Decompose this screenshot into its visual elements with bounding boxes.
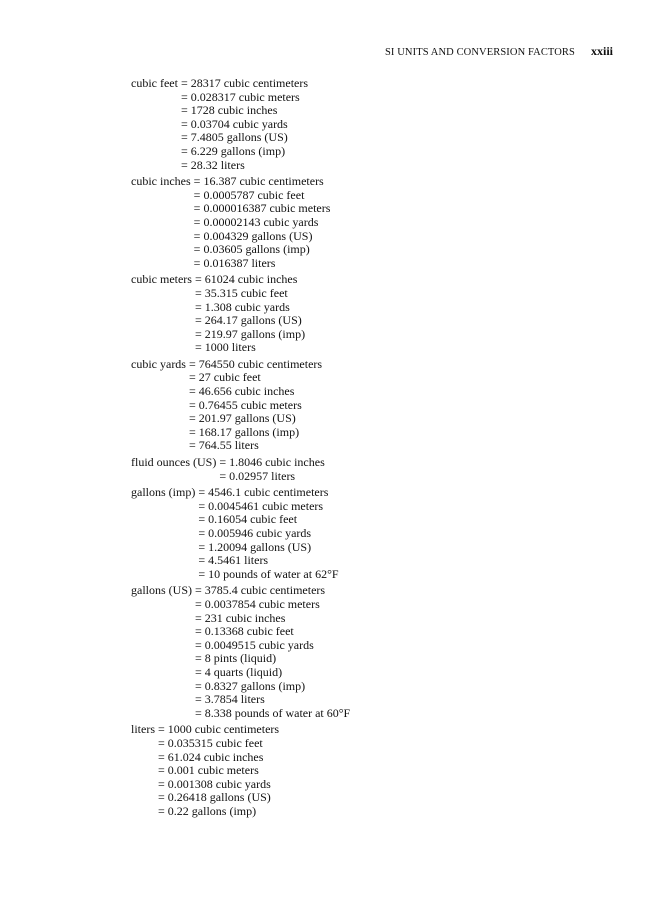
conversion-line: = 0.001308 cubic yards [158,776,271,791]
conversion-value: 28.32 liters [190,157,245,172]
conversion-value: 264.17 gallons (US) [204,313,302,328]
conversion-value: 4.5461 liters [208,553,269,568]
unit-heading-line: cubic inches = 16.387 cubic centimeters [131,174,324,189]
conversion-value: 0.0045461 cubic meters [208,498,324,513]
conversion-value: 28317 cubic centimeters [190,76,309,90]
page-header [385,44,613,59]
conversion-line: = 0.16054 cubic feet [198,512,298,527]
unit-name: cubic feet [131,76,178,90]
conversion-line: = 8.338 pounds of water at 60°F [195,705,351,720]
conversion-value: 0.005946 cubic yards [208,526,312,540]
conversion-value: 1.20094 gallons (US) [208,539,312,554]
unit-heading-line: cubic feet = 28317 cubic centimeters [131,76,309,90]
conversion-line: = 0.005946 cubic yards [198,526,312,540]
conversion-value: 0.02957 liters [229,468,296,483]
conversion-value: 0.03704 cubic yards [190,116,288,131]
conversion-value: 0.76455 cubic meters [198,397,302,412]
conversion-line: = 0.016387 liters [193,255,276,270]
unit-heading-line: gallons (US) = 3785.4 cubic centimeters [131,583,326,598]
conversion-value: 27 cubic feet [198,370,261,385]
conversion-list [131,77,591,821]
conversion-group [131,456,591,483]
unit-name: cubic yards [131,356,186,371]
conversion-line: = 0.001 cubic meters [158,763,259,778]
conversion-line: = 0.03605 gallons (imp) [193,242,310,257]
conversion-line: = 0.76455 cubic meters [188,397,302,412]
conversion-line: = 219.97 gallons (imp) [194,326,306,341]
conversion-line: = 0.13368 cubic feet [195,624,294,639]
running-head: SI UNITS AND CONVERSION FACTORS [384,47,575,58]
conversion-value: 0.22 gallons (imp) [167,803,257,818]
conversion-line: = 0.0045461 cubic meters [198,498,324,513]
conversion-value: 3.7854 liters [204,692,265,707]
conversion-value: 0.8327 gallons (imp) [204,678,306,693]
conversion-line: = 0.22 gallons (imp) [158,803,257,818]
conversion-value: 8 pints (liquid) [204,651,277,666]
conversion-line: = 3.7854 liters [195,692,265,707]
conversion-value: 0.035315 cubic feet [167,735,263,750]
conversion-value: 1.308 cubic yards [204,299,290,314]
conversion-value: 0.16054 cubic feet [208,512,298,527]
conversion-line: = 61.024 cubic inches [158,749,264,764]
conversion-value: 4 quarts (liquid) [204,664,283,679]
conversion-line: = 764.55 liters [188,438,259,453]
conversion-value: 7.4805 gallons (US) [190,130,288,145]
conversion-line: = 28.32 liters [180,157,245,172]
conversion-value: 0.13368 cubic feet [204,624,294,639]
conversion-group [131,175,591,270]
unit-heading-line: cubic yards = 764550 cubic centimeters [131,356,323,371]
conversion-value: 0.00002143 cubic yards [203,214,319,229]
conversion-value: 6.229 gallons (imp) [190,143,286,158]
conversion-value: 0.001 cubic meters [167,763,259,778]
conversion-line: = 4 quarts (liquid) [195,664,283,679]
conversion-value: 1000 liters [204,340,256,355]
conversion-line: = 0.26418 gallons (US) [158,790,271,805]
conversion-group [131,273,591,355]
conversion-value: 0.0049515 cubic yards [204,637,314,652]
unit-heading-line: gallons (imp) = 4546.1 cubic centimeters [131,485,329,500]
conversion-line: = 1728 cubic inches [180,103,278,118]
conversion-value: 0.028317 cubic meters [190,89,300,104]
conversion-value: 46.656 cubic inches [198,384,295,399]
conversion-line: = 4.5461 liters [198,553,269,568]
unit-name: liters [131,722,155,737]
conversion-group [131,584,591,720]
conversion-group [131,723,591,818]
conversion-line: = 1.20094 gallons (US) [198,539,312,554]
unit-heading-line: fluid ounces (US) = 1.8046 cubic inches [131,455,325,470]
conversion-line: = 46.656 cubic inches [188,384,295,399]
conversion-value: 0.26418 gallons (US) [167,790,271,805]
conversion-value: 61024 cubic inches [204,272,298,287]
conversion-line: = 8 pints (liquid) [195,651,277,666]
conversion-value: 8.338 pounds of water at 60°F [204,705,351,720]
conversion-value: 3785.4 cubic centimeters [204,583,326,598]
unit-heading-line: liters = 1000 cubic centimeters [131,722,280,737]
conversion-value: 1.8046 cubic inches [229,455,325,470]
conversion-line: = 0.00002143 cubic yards [193,214,319,229]
unit-heading-line: cubic meters = 61024 cubic inches [131,272,298,287]
page-number: xxiii [590,44,613,58]
conversion-line: = 264.17 gallons (US) [194,313,302,328]
conversion-line: = 201.97 gallons (US) [188,411,296,426]
conversion-line: = 7.4805 gallons (US) [180,130,288,145]
conversion-value: 0.016387 liters [203,255,276,270]
unit-name: cubic inches [131,174,191,189]
conversion-line: = 0.0049515 cubic yards [195,637,314,652]
conversion-value: 16.387 cubic centimeters [203,174,324,189]
conversion-value: 168.17 gallons (imp) [198,424,300,439]
conversion-value: 0.001308 cubic yards [167,776,271,791]
conversion-value: 35.315 cubic feet [204,285,288,300]
conversion-value: 0.0005787 cubic feet [203,187,305,202]
conversion-line: = 0.8327 gallons (imp) [195,678,306,693]
conversion-line: = 0.004329 gallons (US) [193,228,313,243]
conversion-line: = 0.03704 cubic yards [180,116,288,131]
conversion-line: = 1000 liters [194,340,256,355]
conversion-group [131,358,591,453]
conversion-line: = 1.308 cubic yards [194,299,290,314]
conversion-line: = 0.028317 cubic meters [180,89,300,104]
conversion-value: 0.0037854 cubic meters [204,596,320,611]
conversion-value: 764.55 liters [198,438,259,453]
conversion-line: = 10 pounds of water at 62°F [198,566,339,581]
conversion-line: = 231 cubic inches [195,610,286,625]
conversion-line: = 6.229 gallons (imp) [180,143,286,158]
unit-name: gallons (US) [131,583,192,598]
conversion-value: 231 cubic inches [204,610,286,625]
conversion-value: 201.97 gallons (US) [198,411,296,426]
conversion-value: 219.97 gallons (imp) [204,326,306,341]
unit-name: cubic meters [131,272,192,287]
conversion-value: 0.03605 gallons (imp) [203,242,310,257]
conversion-line: = 0.035315 cubic feet [158,735,263,750]
conversion-line: = 27 cubic feet [188,370,261,385]
conversion-line: = 35.315 cubic feet [194,285,288,300]
conversion-line: = 0.02957 liters [219,468,296,483]
conversion-value: 61.024 cubic inches [167,749,264,764]
conversion-value: 4546.1 cubic centimeters [208,485,329,500]
conversion-value: 0.004329 gallons (US) [203,228,313,243]
conversion-value: 10 pounds of water at 62°F [208,566,339,581]
unit-name: fluid ounces (US) [131,455,217,470]
conversion-group [131,486,591,581]
conversion-line: = 0.0005787 cubic feet [193,187,305,202]
conversion-value: 764550 cubic centimeters [198,356,323,371]
conversion-line: = 168.17 gallons (imp) [188,424,300,439]
conversion-value: 1000 cubic centimeters [167,722,280,737]
unit-name: gallons (imp) [131,485,196,500]
conversion-value: 1728 cubic inches [190,103,278,118]
conversion-line: = 0.0037854 cubic meters [195,596,320,611]
conversion-group [131,77,591,172]
conversion-value: 0.000016387 cubic meters [203,201,331,216]
conversion-line: = 0.000016387 cubic meters [193,201,331,216]
